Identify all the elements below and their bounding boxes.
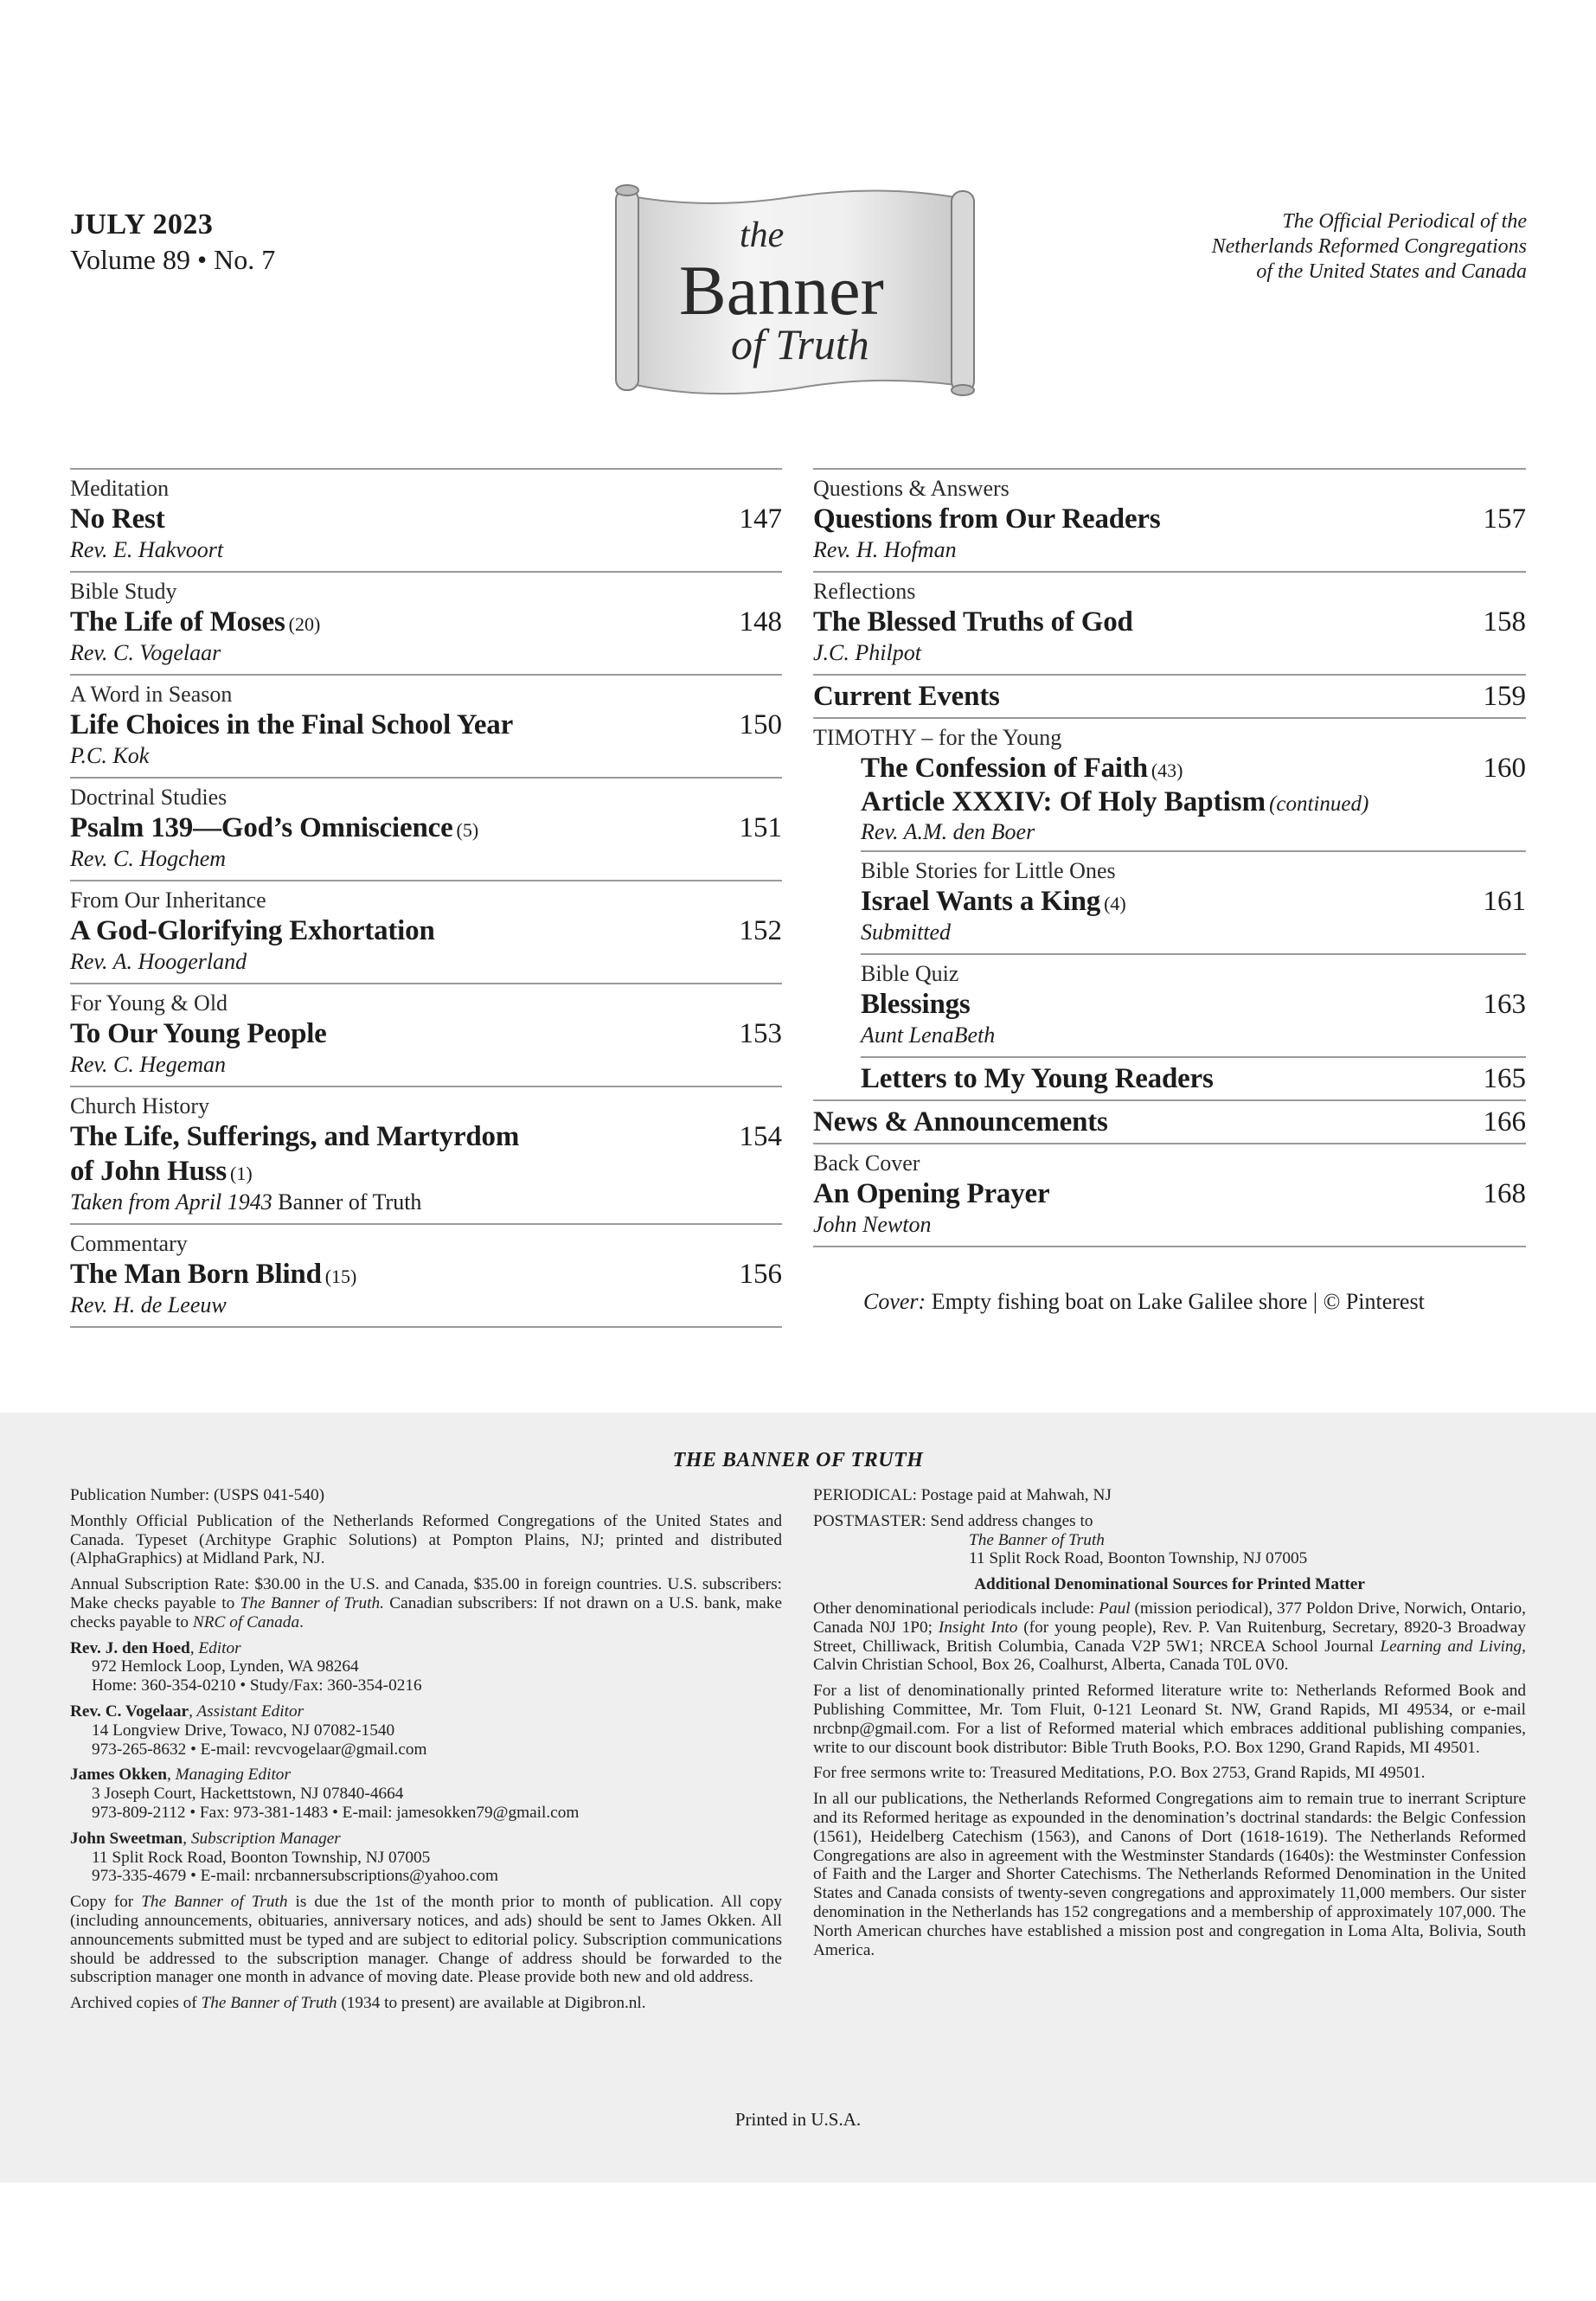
periodical-postage: PERIODICAL: Postage paid at Mahwah, NJ <box>813 1486 1112 1504</box>
toc-title: News & Announcements <box>813 1106 1108 1138</box>
archive-note: Archived copies of The Banner of Truth (1934 to present) are available at Digibron.nl. <box>70 1994 646 2013</box>
toc-page: 159 <box>1483 681 1526 712</box>
toc-entry[interactable] <box>70 571 782 674</box>
publication-number: Publication Number: (USPS 041-540) <box>70 1486 325 1504</box>
toc-page: 156 <box>739 1259 782 1290</box>
toc-left-column <box>70 468 782 1328</box>
toc-title: The Man Born Blind <box>70 1259 322 1290</box>
issue-volume: Volume 89 • No. 7 <box>70 244 276 275</box>
free-sermons-note: For free sermons write to: Treasured Meditations, P.O. Box 2753, Grand Rapids, MI 49501. <box>813 1764 1426 1783</box>
managing-editor-contact: James Okken, Managing Editor 3 Joseph Court, Hackettstown, NJ 07840-4664 973-809-2112 • Fax: 973-381-1483 • E-mail: jamesokken79@gmail.com <box>70 1766 580 1822</box>
toc-part: (15) <box>324 1266 357 1287</box>
postmaster-note: POSTMASTER: Send address changes to The Banner of Truth 11 Split Rock Road, Boonton Township, NJ 07005 <box>813 1511 1308 1568</box>
toc-entry[interactable] <box>70 983 782 1086</box>
toc-right-column <box>813 468 1526 1247</box>
toc-entry[interactable] <box>70 674 782 777</box>
toc-title: Letters to My Young Readers <box>861 1063 1214 1094</box>
toc-category: Questions & Answers <box>813 476 1010 501</box>
logo-word-banner: Banner <box>679 251 884 330</box>
toc-page: 166 <box>1483 1106 1526 1138</box>
toc-author: Rev. C. Vogelaar <box>70 640 221 665</box>
toc-title: Current Events <box>813 681 1000 712</box>
toc-entry[interactable] <box>70 1223 782 1328</box>
toc-entry[interactable] <box>813 674 1526 717</box>
toc-author: Aunt LenaBeth <box>861 1022 996 1048</box>
copy-deadline-note: Copy for The Banner of Truth is due the 1st of the month prior to month of publication. All copy (including announcements, obituaries, anniversary notices, and ads) should be sent to James Okken. All announcements submitted must be typed and are subject to editorial policy. Subscription communications should be addressed to the subscription manager. Change of address should be forwarded to the subscription manager one month in advance of moving date. Please provide both new and old address. <box>70 1893 783 1987</box>
masthead-right-column <box>813 1486 1526 1966</box>
toc-category: Commentary <box>70 1231 188 1256</box>
toc-category: Bible Stories for Little Ones <box>861 858 1116 883</box>
cover-credit: Cover: Empty fishing boat on Lake Galilee shore | © Pinterest <box>863 1289 1425 1314</box>
toc-category: A Word in Season <box>70 682 233 707</box>
toc-title: The Life of Moses <box>70 606 285 638</box>
monthly-publication-note: Monthly Official Publication of the Netherlands Reformed Congregations of the United States and Canada. Typeset (Architype Graphic Solutions) at Pompton Plains, NJ; printed and distributed (AlphaGraphics) at Midland Park, NJ. <box>70 1511 782 1568</box>
toc-title: Life Choices in the Final School Year <box>70 709 514 740</box>
toc-author: John Newton <box>813 1212 932 1237</box>
toc-entry[interactable] <box>70 468 782 571</box>
banner-of-truth-logo <box>606 177 986 407</box>
toc-author: Rev. A.M. den Boer <box>861 819 1035 844</box>
toc-entry-timothy[interactable] <box>813 717 1526 850</box>
toc-entry[interactable] <box>813 468 1526 571</box>
assistant-editor-contact: Rev. C. Vogelaar, Assistant Editor 14 Longview Drive, Towaco, NJ 07082-1540 973-265-8632 • E-mail: revcvogelaar@gmail.com <box>70 1702 427 1759</box>
toc-page: 161 <box>1483 886 1526 917</box>
toc-part: (20) <box>288 613 321 635</box>
toc-page: 153 <box>739 1018 782 1049</box>
toc-page: 158 <box>1483 606 1526 638</box>
toc-author: Rev. H. de Leeuw <box>70 1292 227 1317</box>
logo-word-of-truth: of Truth <box>731 320 869 369</box>
toc-entry[interactable] <box>70 880 782 983</box>
toc-page: 151 <box>739 812 782 843</box>
toc-title: A God-Glorifying Exhortation <box>70 915 435 946</box>
toc-entry[interactable] <box>861 850 1526 953</box>
issue-date: JULY 2023 <box>70 208 214 240</box>
toc-title: No Rest <box>70 503 165 535</box>
toc-continued: (continued) <box>1269 792 1369 816</box>
toc-page: 152 <box>739 915 782 946</box>
toc-category: From Our Inheritance <box>70 888 266 913</box>
masthead-title: THE BANNER OF TRUTH <box>672 1449 924 1471</box>
publication-tagline: The Official Periodical of the Netherlands Reformed Congregations of the United States and Canada <box>1211 210 1527 283</box>
masthead-panel <box>0 1413 1596 2182</box>
toc-author: P.C. Kok <box>70 743 150 768</box>
toc-part: (1) <box>230 1163 253 1184</box>
masthead-left-column <box>70 1486 782 2020</box>
toc-entry[interactable] <box>813 1099 1526 1143</box>
toc-author: Rev. C. Hogchem <box>70 846 227 871</box>
other-periodicals: Other denominational periodicals include: Paul (mission periodical), 377 Poldon Drive, Norwich, Ontario, Canada N0J 1P0; Insight Into (for young people), Rev. P. Van Ruitenburg, Secretary, 8920-3 Broadway Street, Chilliwack, British Columbia, Canada V2P 5W1; NRCEA School Journal Learning and Living, Calvin Christian School, Box 26, Coalhurst, Alberta, Canada T0L 0V0. <box>813 1599 1526 1675</box>
subscription-rates: Annual Subscription Rate: $30.00 in the U.S. and Canada, $35.00 in foreign countries. U.S. subscribers: Make checks payable to The Banner of Truth. Canadian subscribers: If not drawn on a U.S. bank, make checks payable to NRC of Canada. <box>70 1575 783 1631</box>
toc-category: Doctrinal Studies <box>70 785 228 810</box>
toc-author: Rev. C. Hegeman <box>70 1052 227 1077</box>
issue-info <box>70 208 554 277</box>
sources-heading: Additional Denominational Sources for Printed Matter <box>974 1575 1365 1594</box>
toc-entry[interactable] <box>861 953 1526 1056</box>
toc-title-line2: Article XXXIV: Of Holy Baptism <box>861 786 1266 817</box>
toc-part: (43) <box>1151 760 1183 781</box>
toc-page: 147 <box>739 503 782 535</box>
toc-category: Bible Study <box>70 579 177 604</box>
toc-title: Blessings <box>861 989 971 1020</box>
toc-page: 165 <box>1483 1063 1526 1094</box>
toc-category: Reflections <box>813 579 916 604</box>
logo-word-the: the <box>740 215 785 255</box>
toc-page: 154 <box>739 1121 782 1152</box>
toc-title: The Blessed Truths of God <box>813 606 1133 638</box>
toc-category: TIMOTHY – for the Young <box>813 725 1062 750</box>
toc-author: Submitted <box>861 920 951 945</box>
toc-author: J.C. Philpot <box>813 640 921 665</box>
toc-title: An Opening Prayer <box>813 1178 1050 1209</box>
toc-title: The Confession of Faith <box>861 753 1148 784</box>
toc-entry[interactable] <box>70 1086 782 1223</box>
toc-title: The Life, Sufferings, and Martyrdom <box>70 1121 520 1152</box>
toc-category: Bible Quiz <box>861 961 959 986</box>
toc-author: Rev. A. Hoogerland <box>70 949 247 974</box>
toc-title-line2: of John Huss <box>70 1156 228 1187</box>
toc-title: Israel Wants a King <box>861 886 1101 917</box>
toc-part: (4) <box>1104 893 1126 914</box>
toc-title: Questions from Our Readers <box>813 503 1161 535</box>
toc-page: 150 <box>739 709 782 740</box>
toc-category: Meditation <box>70 476 170 501</box>
toc-page: 157 <box>1483 503 1526 535</box>
editor-contact: Rev. J. den Hoed, Editor 972 Hemlock Loop, Lynden, WA 98264 Home: 360-354-0210 • Study/Fax: 360-354-0216 <box>70 1638 422 1695</box>
printed-in: Printed in U.S.A. <box>734 2109 862 2130</box>
toc-entry[interactable] <box>70 777 782 880</box>
toc-page: 168 <box>1483 1178 1526 1209</box>
toc-entry[interactable] <box>813 571 1526 674</box>
toc-page: 148 <box>739 606 782 638</box>
toc-page: 160 <box>1483 753 1526 784</box>
toc-title: Psalm 139—God’s Omniscience <box>70 812 453 843</box>
toc-page: 163 <box>1483 989 1526 1020</box>
toc-author: Rev. E. Hakvoort <box>70 537 224 562</box>
toc-entry[interactable] <box>861 1056 1526 1099</box>
doctrinal-statement: In all our publications, the Netherlands Reformed Congregations aim to remain true to inerrant Scripture and its Reformed heritage as expounded in the denomination’s doctrinal standards: the Belgic Confession (1561), Heidelberg Catechism (1563), and Canons of Dort (1618-1619). The Netherlands Reformed Congregations are also in agreement with the Westminster Standards (1640s): the Westminster Confession of Faith and the Larger and Shorter Catechisms. The Netherlands Reformed Denomination in the United States and Canada consists of twenty-seven congregations and approximately 11,000 members. Our sister denomination in the Netherlands has 152 congregations and a membership of approximately 107,000. The North American churches have established a mission post and congregation in Loma Alta, Bolivia, South America. <box>813 1790 1526 1959</box>
toc-title: To Our Young People <box>70 1018 327 1049</box>
toc-author: Taken from April 1943 Banner of Truth <box>70 1189 422 1215</box>
toc-part: (5) <box>456 819 479 841</box>
toc-category: Back Cover <box>813 1150 920 1176</box>
subscription-manager-contact: John Sweetman, Subscription Manager 11 Split Rock Road, Boonton Township, NJ 07005 973-335-4679 • E-mail: nrcbannersubscriptions@yahoo.com <box>70 1829 499 1886</box>
toc-entry[interactable] <box>813 1143 1526 1247</box>
toc-author: Rev. H. Hofman <box>813 537 957 562</box>
toc-category: Church History <box>70 1093 210 1118</box>
toc-category: For Young & Old <box>70 990 228 1016</box>
literature-list-note: For a list of denominationally printed Reformed literature write to: Netherlands Reformed Book and Publishing Committee, Mr. Tom Fluit, 0-121 Leonard St. NW, Grand Rapids, MI 49534, or e-mail nrcbnp@gmail.com. For a list of Reformed material which embraces additional publishing companies, write to our discount book distributor: Bible Truth Books, P.O. Box 1290, Grand Rapids, MI 49501. <box>813 1682 1526 1757</box>
